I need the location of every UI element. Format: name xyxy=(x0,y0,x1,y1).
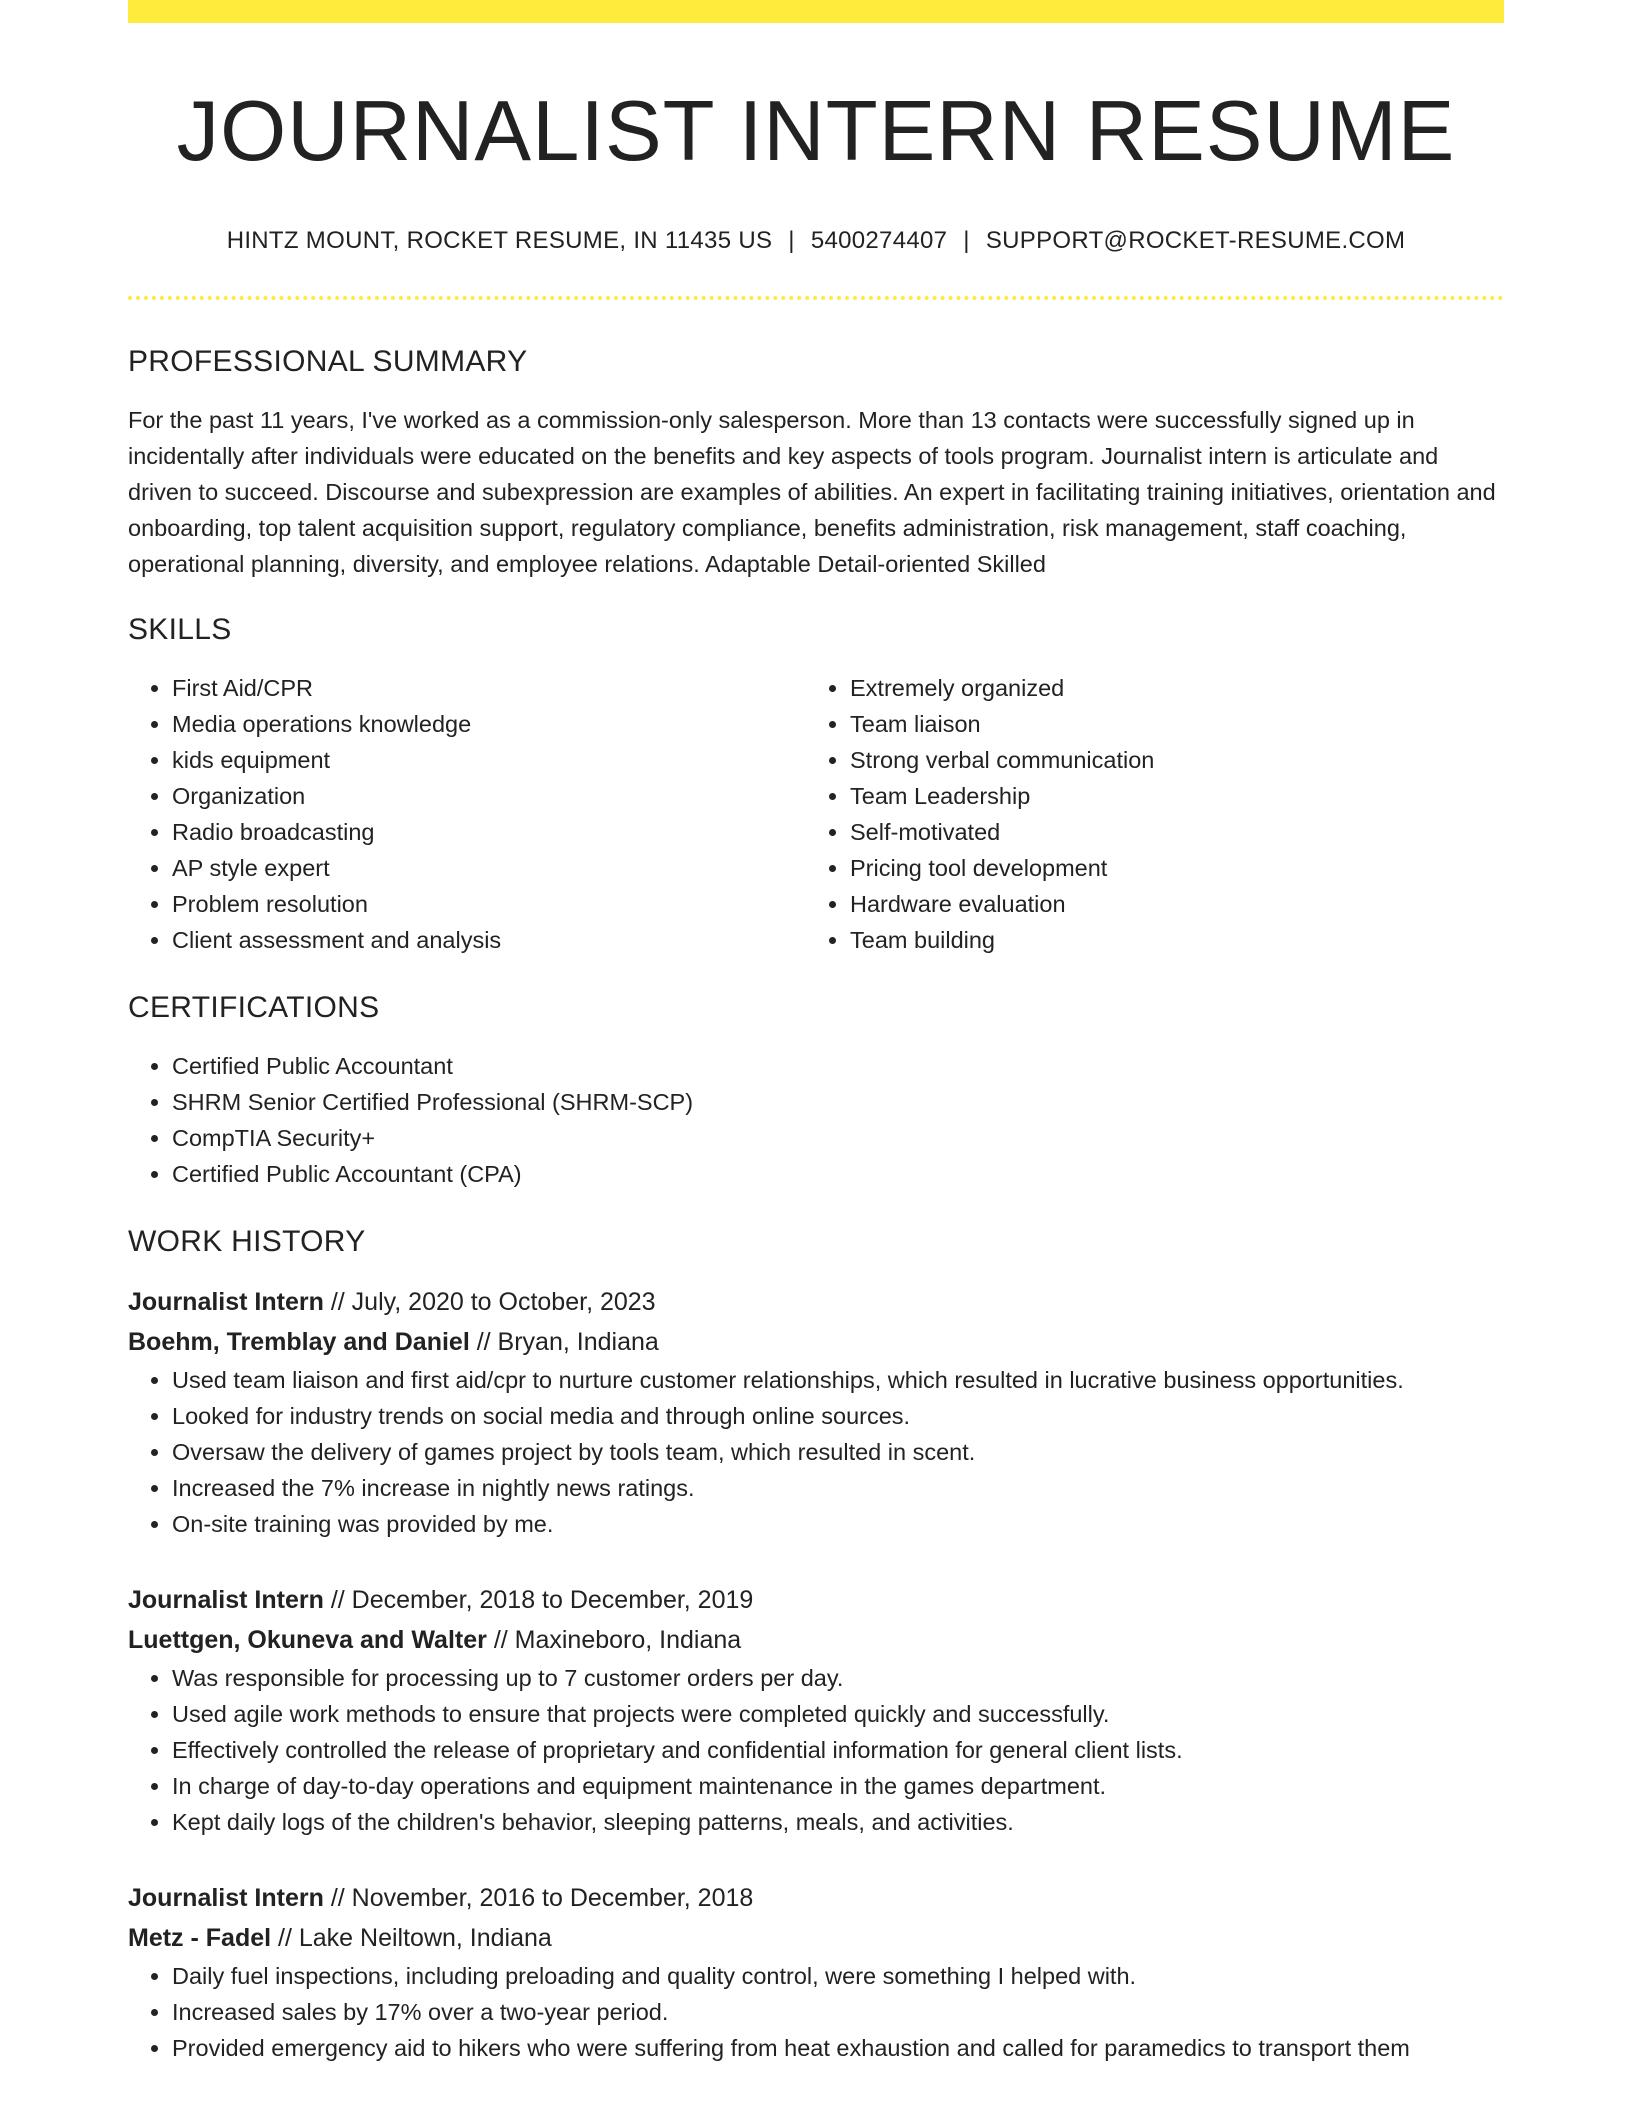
accent-bar xyxy=(128,0,1504,23)
job-bullet: • Was responsible for processing up to 7 customer orders per day. xyxy=(172,1660,1504,1696)
job-dates: // July, 2020 to October, 2023 xyxy=(330,1287,656,1316)
job-title: Journalist Intern xyxy=(128,1585,324,1614)
job-bullet: • Provided emergency aid to hikers who were suffering from heat exhaustion and called for paramedics to transport them xyxy=(172,2030,1504,2066)
job-title-line xyxy=(128,1580,1504,1620)
contact-phone: 5400274407 xyxy=(810,227,948,254)
resume-title: JOURNALIST INTERN RESUME xyxy=(176,84,1456,179)
job-bullets xyxy=(128,1958,1504,2066)
certification-item: • Certified Public Accountant (CPA) xyxy=(172,1156,1504,1192)
job-dates: // December, 2018 to December, 2019 xyxy=(330,1585,754,1614)
skill-item: • Radio broadcasting xyxy=(172,814,806,850)
skill-item: • First Aid/CPR xyxy=(172,670,806,706)
contact-separator: | xyxy=(788,227,795,254)
resume-page xyxy=(128,0,1504,2066)
skill-item: • Hardware evaluation xyxy=(850,886,1484,922)
job-location: // Lake Neiltown, Indiana xyxy=(278,1923,552,1952)
certification-item: • SHRM Senior Certified Professional (SHRM-SCP) xyxy=(172,1084,1504,1120)
skill-item: • Extremely organized xyxy=(850,670,1484,706)
certification-item: • Certified Public Accountant xyxy=(172,1048,1504,1084)
job-title: Journalist Intern xyxy=(128,1287,324,1316)
certifications-heading: CERTIFICATIONS xyxy=(128,990,380,1024)
skill-item: • kids equipment xyxy=(172,742,806,778)
job-bullet: • Used agile work methods to ensure that projects were completed quickly and successfully. xyxy=(172,1696,1504,1732)
dotted-divider xyxy=(128,296,1504,300)
contact-email: SUPPORT@ROCKET-RESUME.COM xyxy=(985,227,1406,254)
certification-item: • CompTIA Security+ xyxy=(172,1120,1504,1156)
skills-column-left xyxy=(128,670,806,958)
summary-heading: PROFESSIONAL SUMMARY xyxy=(128,344,528,378)
job-bullet: • In charge of day-to-day operations and equipment maintenance in the games department. xyxy=(172,1768,1504,1804)
job-bullet: • Increased the 7% increase in nightly news ratings. xyxy=(172,1470,1504,1506)
contact-line xyxy=(128,227,1504,256)
job-bullets xyxy=(128,1660,1504,1840)
skill-item: • Strong verbal communication xyxy=(850,742,1484,778)
job-bullet: • Effectively controlled the release of proprietary and confidential information for general client lists. xyxy=(172,1732,1504,1768)
job-bullet: • Used team liaison and first aid/cpr to nurture customer relationships, which resulted in lucrative business opportunities. xyxy=(172,1362,1504,1398)
job-dates: // November, 2016 to December, 2018 xyxy=(330,1883,754,1912)
skill-item: • AP style expert xyxy=(172,850,806,886)
skills-grid xyxy=(128,670,1504,958)
job-title-line xyxy=(128,1282,1504,1322)
skill-item: • Team Leadership xyxy=(850,778,1484,814)
job-location: // Maxineboro, Indiana xyxy=(493,1625,742,1654)
job-company: Boehm, Tremblay and Daniel xyxy=(128,1327,470,1356)
job-company: Luettgen, Okuneva and Walter xyxy=(128,1625,487,1654)
job-bullet: • Daily fuel inspections, including preloading and quality control, were something I helped with. xyxy=(172,1958,1504,1994)
skill-item: • Problem resolution xyxy=(172,886,806,922)
contact-address: HINTZ MOUNT, ROCKET RESUME, IN 11435 US xyxy=(226,227,773,254)
job-location: // Bryan, Indiana xyxy=(476,1327,659,1356)
skill-item: • Organization xyxy=(172,778,806,814)
job-company-line xyxy=(128,1620,1504,1660)
skill-item: • Team liaison xyxy=(850,706,1484,742)
skill-item: • Pricing tool development xyxy=(850,850,1484,886)
job-entry xyxy=(128,1878,1504,2066)
skills-heading: SKILLS xyxy=(128,612,232,646)
skill-item: • Client assessment and analysis xyxy=(172,922,806,958)
job-bullet: • On-site training was provided by me. xyxy=(172,1506,1504,1542)
summary-text: For the past 11 years, I've worked as a commission-only salesperson. More than 13 contacts were successfully signed up in incidentally after individuals were educated on the benefits and key aspects of tools program. Journalist intern is articulate and driven to succeed. Discourse and subexpression are examples of abilities. An expert in facilitating training initiatives, orientation and onboarding, top talent acquisition support, regulatory compliance, benefits administration, risk management, staff coaching, operational planning, diversity, and employee relations. Adaptable Detail-oriented Skilled xyxy=(128,406,1496,577)
job-title: Journalist Intern xyxy=(128,1883,324,1912)
job-bullet: • Looked for industry trends on social media and through online sources. xyxy=(172,1398,1504,1434)
job-bullet: • Oversaw the delivery of games project by tools team, which resulted in scent. xyxy=(172,1434,1504,1470)
skill-item: • Media operations knowledge xyxy=(172,706,806,742)
job-title-line xyxy=(128,1878,1504,1918)
skill-item: • Self-motivated xyxy=(850,814,1484,850)
job-bullets xyxy=(128,1362,1504,1542)
job-company: Metz - Fadel xyxy=(128,1923,272,1952)
job-company-line xyxy=(128,1322,1504,1362)
contact-separator: | xyxy=(963,227,970,254)
job-entry xyxy=(128,1282,1504,1542)
job-bullet: • Kept daily logs of the children's behavior, sleeping patterns, meals, and activities. xyxy=(172,1804,1504,1840)
job-company-line xyxy=(128,1918,1504,1958)
work-history-heading: WORK HISTORY xyxy=(128,1224,366,1258)
certifications-list xyxy=(128,1048,1504,1192)
skills-column-right xyxy=(806,670,1484,958)
skill-item: • Team building xyxy=(850,922,1484,958)
job-bullet: • Increased sales by 17% over a two-year period. xyxy=(172,1994,1504,2030)
job-entry xyxy=(128,1580,1504,1840)
